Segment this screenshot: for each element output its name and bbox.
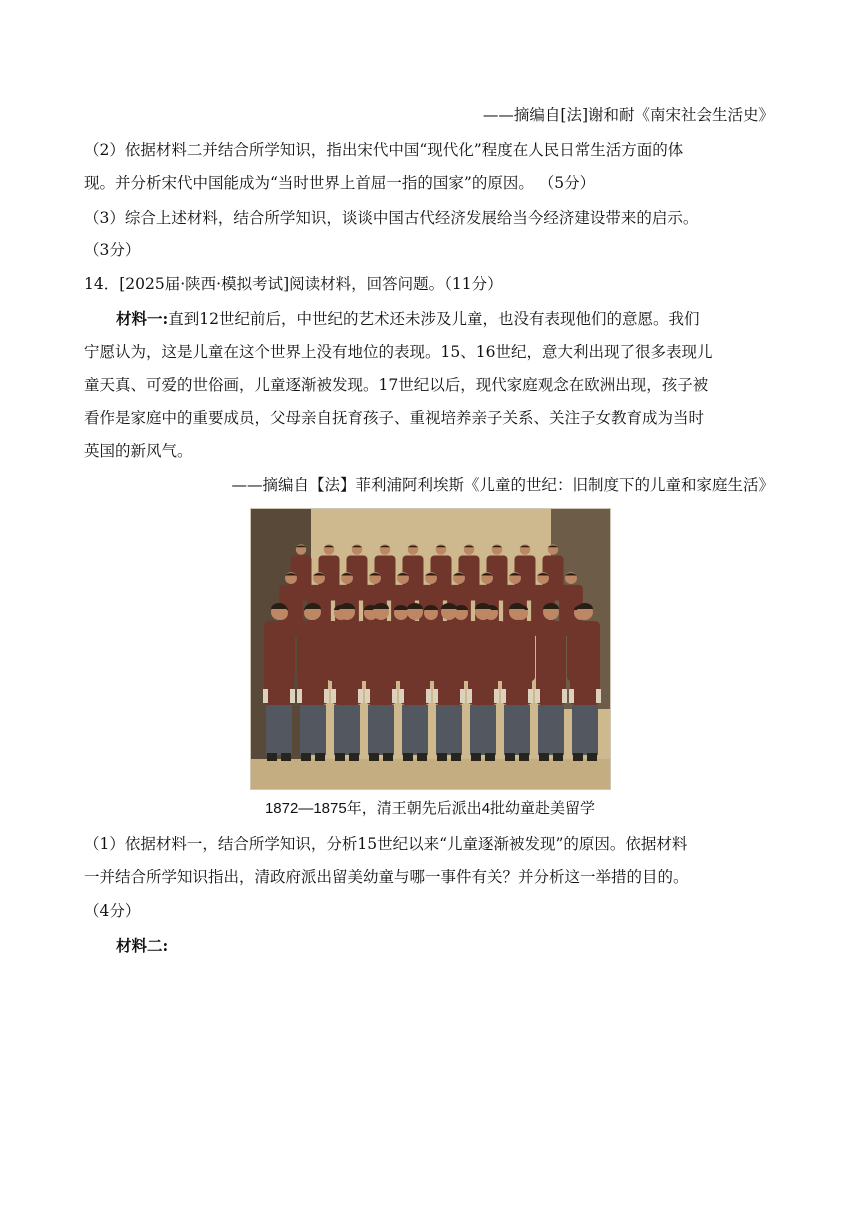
source-citation-top: ——摘编自[法]谢和耐《南宋社会生活史》: [482, 106, 774, 124]
question-14-header: 14．[2025届·陕西·模拟考试]阅读材料，回答问题。（11分）: [84, 275, 503, 293]
question-1-text: （1）依据材料一，结合所学知识，分析15世纪以来“儿童逐渐被发现”的原因。依据材料: [84, 835, 688, 853]
question-2-text-cont: 现。并分析宋代中国能成为“当时世界上首屈一指的国家”的原因。 （5分）: [84, 174, 596, 192]
material-1-source: ——摘编自【法】菲利浦阿利埃斯《儿童的世纪：旧制度下的儿童和家庭生活》: [231, 476, 774, 494]
group-photo-illustration: [251, 509, 610, 789]
material-1-text: 直到12世纪前后，中世纪的艺术还未涉及儿童，也没有表现他们的意愿。我们: [168, 310, 700, 328]
material-2-label: 材料二:: [116, 936, 169, 955]
material-1-text-2: 宁愿认为，这是儿童在这个世界上没有地位的表现。15、16世纪，意大利出现了很多表现儿: [84, 343, 713, 361]
material-1-text-5: 英国的新风气。: [84, 442, 193, 460]
material-1-first-line: [116, 308, 699, 330]
material-1-text-3: 童天真、可爱的世俗画，儿童逐渐被发现。17世纪以后，现代家庭观念在欧洲出现，孩子被: [84, 376, 709, 394]
material-1-text-4: 看作是家庭中的重要成员，父母亲自抚育孩子、重视培养亲子关系、关注子女教育成为当时: [84, 409, 705, 427]
question-1-points: （4分）: [84, 902, 141, 920]
question-3-text: （3）综合上述材料，结合所学知识，谈谈中国古代经济发展给当今经济建设带来的启示。: [84, 209, 699, 227]
material-1-label: 材料一:: [116, 309, 169, 328]
question-3-points: （3分）: [84, 241, 141, 259]
photo-caption: 1872—1875年，清王朝先后派出4批幼童赴美留学: [264, 800, 596, 817]
group-photo-students: [250, 508, 611, 790]
question-1-text-2: 一并结合所学知识指出，清政府派出留美幼童与哪一事件有关？并分析这一举措的目的。: [84, 868, 689, 886]
question-2-text: （2）依据材料二并结合所学知识，指出宋代中国“现代化”程度在人民日常生活方面的体: [84, 141, 684, 159]
